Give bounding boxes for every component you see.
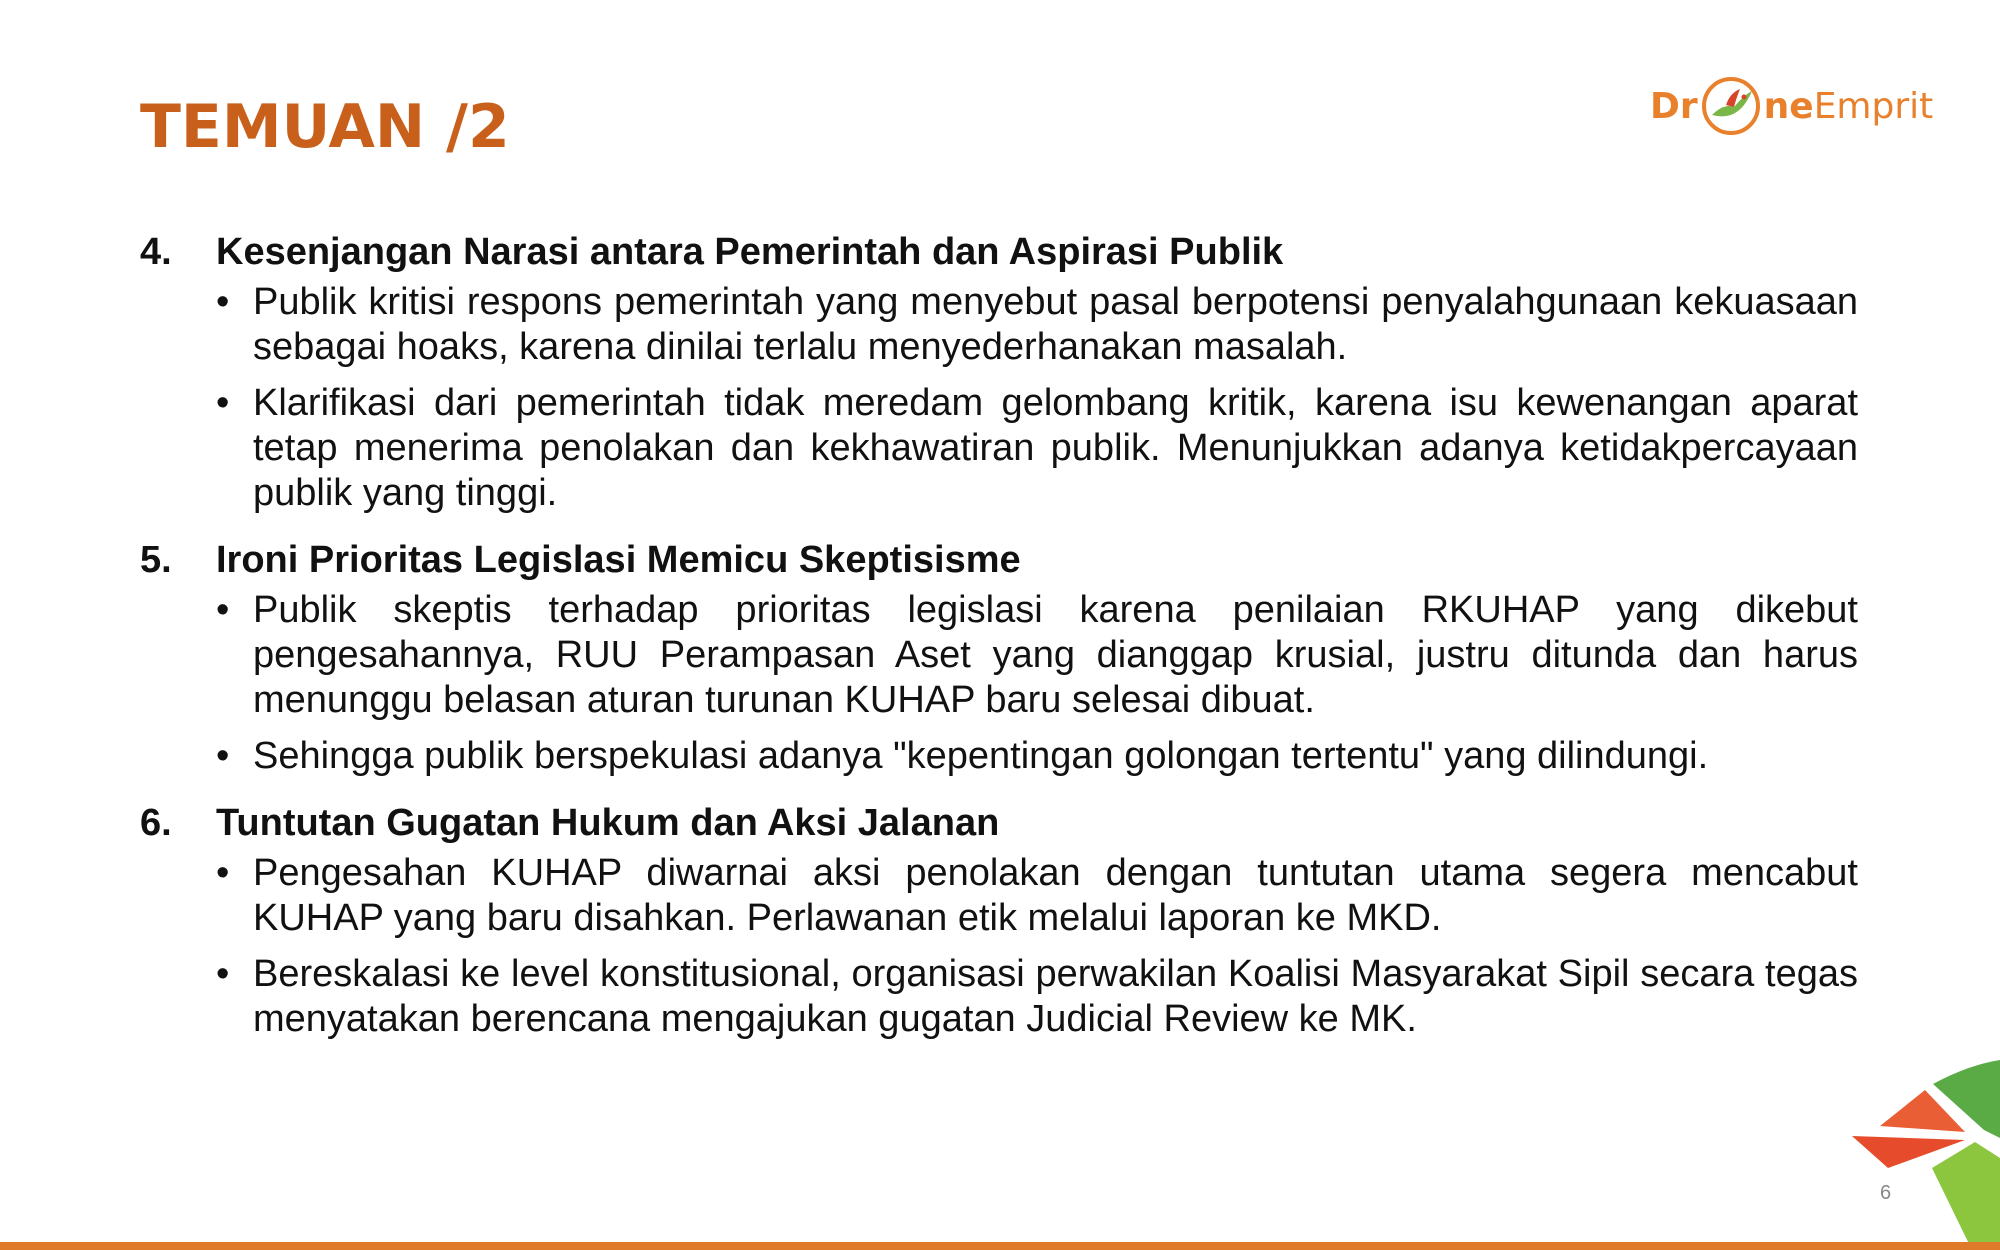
slide-title: TEMUAN /2: [140, 92, 510, 162]
finding-heading: [140, 228, 1858, 276]
page-number: 6: [1880, 1182, 1892, 1204]
bullet-item: [216, 952, 1858, 1042]
logo-text-part1: Dr: [1650, 85, 1698, 127]
finding-section: [140, 228, 1858, 516]
bottom-accent-bar: [0, 1242, 2000, 1250]
bullet-text: Klarifikasi dari pemerintah tidak meredam gelombang kritik, karena isu kewenangan aparat tetap menerima penolakan dan kekhawatiran publik. Menunjukkan adanya ketidakpercayaan publik yang tinggi.: [253, 382, 1858, 514]
bullet-item: [216, 734, 1858, 779]
finding-number: 4.: [140, 231, 172, 273]
bullet-item: [216, 588, 1858, 723]
bullet-text: Pengesahan KUHAP diwarnai aksi penolakan dengan tuntutan utama segera mencabut KUHAP yang baru disahkan. Perlawanan etik melalui laporan ke MKD.: [253, 852, 1858, 939]
finding-number: 6.: [140, 802, 172, 844]
bullet-text: Publik skeptis terhadap prioritas legislasi karena penilaian RKUHAP yang dikebut pengesahannya, RUU Perampasan Aset yang dianggap krusial, justru ditunda dan harus menunggu belasan aturan turunan KUHAP baru selesai dibuat.: [253, 589, 1858, 721]
bullet-marker: •: [216, 735, 230, 777]
drone-emprit-logo: [1650, 72, 1933, 140]
finding-bullets: [216, 588, 1858, 779]
bullet-text: Publik kritisi respons pemerintah yang menyebut pasal berpotensi penyalahgunaan kekuasaan sebagai hoaks, karena dinilai terlalu menyederhanakan masalah.: [253, 281, 1858, 368]
finding-bullets: [216, 851, 1858, 1042]
bird-emblem-icon: [1700, 75, 1762, 137]
corner-decoration-icon: [1840, 1050, 2000, 1250]
finding-section: [140, 536, 1858, 779]
bullet-marker: •: [216, 852, 230, 894]
finding-title: Kesenjangan Narasi antara Pemerintah dan Aspirasi Publik: [216, 231, 1284, 273]
bullet-text: Bereskalasi ke level konstitusional, organisasi perwakilan Koalisi Masyarakat Sipil secara tegas menyatakan berencana mengajukan gugatan Judicial Review ke MK.: [253, 953, 1858, 1040]
bullet-item: [216, 851, 1858, 941]
finding-title: Tuntutan Gugatan Hukum dan Aksi Jalanan: [216, 802, 1000, 844]
bullet-marker: •: [216, 281, 230, 323]
finding-title: Ironi Prioritas Legislasi Memicu Skeptisisme: [216, 539, 1021, 581]
logo-text-part2: ne: [1763, 85, 1814, 127]
finding-heading: [140, 536, 1858, 584]
bullet-item: [216, 381, 1858, 516]
bullet-marker: •: [216, 382, 230, 424]
findings-list: [140, 228, 1858, 1062]
bullet-marker: •: [216, 953, 230, 995]
bullet-text: Sehingga publik berspekulasi adanya "kepentingan golongan tertentu" yang dilindungi.: [253, 735, 1709, 777]
bullet-marker: •: [216, 589, 230, 631]
finding-heading: [140, 799, 1858, 847]
finding-number: 5.: [140, 539, 172, 581]
finding-bullets: [216, 280, 1858, 516]
logo-text-part3: Emprit: [1813, 85, 1934, 127]
finding-section: [140, 799, 1858, 1042]
bullet-item: [216, 280, 1858, 370]
